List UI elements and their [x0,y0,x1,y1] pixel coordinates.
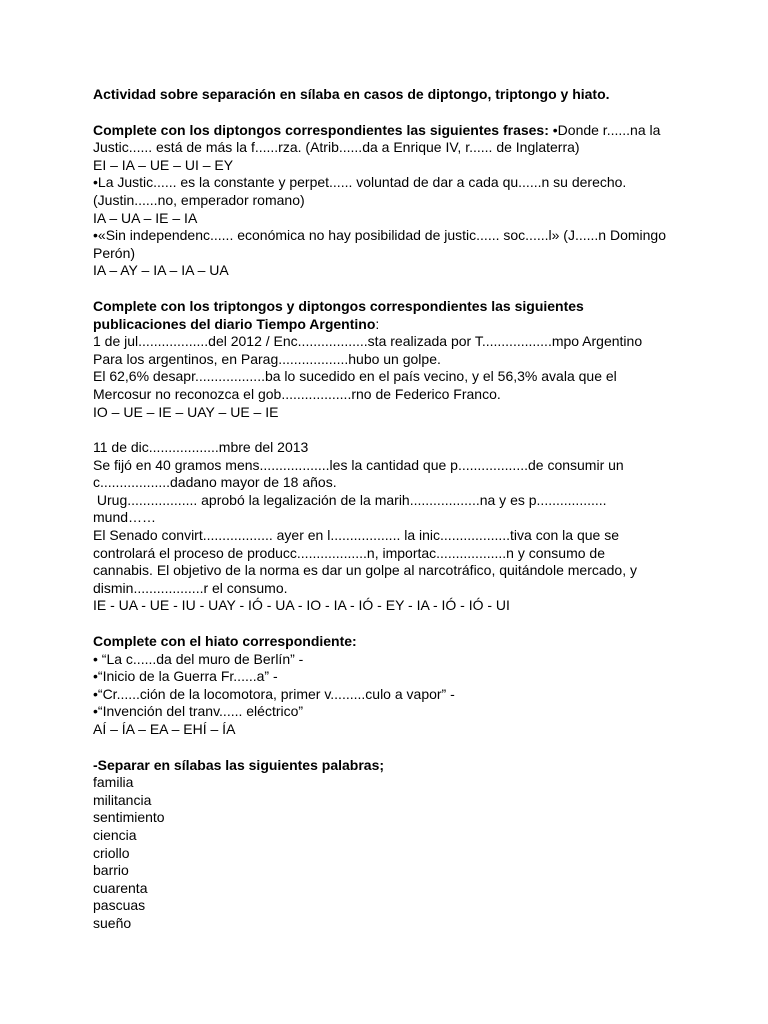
section1-line: •La Justic...... es la constante y perpet...... voluntad de dar a cada qu......n su derecho. [93,174,627,191]
section2b-line: Urug.................. aprobó la legalización de la marih..................na y es p.................. [93,491,607,508]
section2-heading-line2: publicaciones del diario Tiempo Argentino [93,315,376,332]
section2b-line: 11 de dic..................mbre del 2013 [93,439,309,456]
section2-line: Para los argentinos, en Parag..................hubo un golpe. [93,350,441,367]
section3-line: •“Cr......ción de la locomotora, primer v.........culo a vapor” - [93,685,455,702]
section4-heading: -Separar en sílabas las siguientes palabras; [93,756,385,773]
spacer [93,421,683,439]
section3-line: • “La c......da del muro de Berlín” - [93,650,304,667]
word-list-item: cuarenta [93,879,148,896]
section2b-line: El Senado convirt.................. ayer en l.................. la inic..................tiva con la que se [93,527,619,544]
document-page [93,86,683,933]
spacer [93,280,683,298]
section3-line: •“Invención del tranv...... eléctrico” [93,703,304,720]
section1-line: Perón) [93,244,136,261]
section1-line1-rest: •Donde r......na la [548,121,661,138]
section2b-line: mund…… [93,509,157,526]
section3-line: •“Inicio de la Guerra Fr......a” - [93,668,278,685]
section2-heading-colon: : [375,315,380,332]
word-list-item: militancia [93,791,152,808]
word-list-item: sentimiento [93,809,165,826]
word-list-item: criollo [93,844,130,861]
section1-answer-key: IA – UA – IE – IA [93,209,198,226]
section3-heading: Complete con el hiato correspondiente: [93,633,357,650]
section1-line: Justic...... está de más la f......rza. (Atrib......da a Enrique IV, r...... de Inglaterra) [93,139,580,156]
section1-answer-key: IA – AY – IA – IA – UA [93,262,229,279]
spacer [93,104,683,122]
section1-heading: Complete con los diptongos correspondientes las siguientes frases: [93,121,549,138]
word-list-item: pascuas [93,897,146,914]
section2-line: El 62,6% desapr..................ba lo sucedido en el país vecino, y el 56,3% avala que el [93,368,617,385]
section2b-line: c..................dadano mayor de 18 años. [93,474,337,491]
section2b-line: controlará el proceso de producc..................n, importac..................n y consumo de [93,544,606,561]
section2b-answer-key: IE - UA - UE - IU - UAY - IÓ - UA - IO - IA - IÓ - EY - IA - IÓ - IÓ - UI [93,597,510,614]
section2b-line: Se fijó en 40 gramos mens..................les la cantidad que p..................de consumir un [93,456,624,473]
spacer [93,739,683,757]
section1-first-line [93,122,683,140]
section2b-line: cannabis. El objetivo de la norma es dar un golpe al narcotráfico, quitándole mercado, y [93,562,637,579]
word-list-item: barrio [93,862,129,879]
section1-line: (Justin......no, emperador romano) [93,191,305,208]
section2-heading-line2-wrap [93,316,683,334]
section2-line: Mercosur no reconozca el gob..................rno de Federico Franco. [93,385,501,402]
word-list-item: sueño [93,914,132,931]
section1-answer-key: EI – IA – UE – UI – EY [93,156,234,173]
word-list-item: ciencia [93,826,137,843]
spacer [93,615,683,633]
section3-answer-key: AÍ – ÍA – EA – EHÍ – ÍA [93,721,236,737]
section2b-line: dismin..................r el consumo. [93,579,288,596]
word-list-item: familia [93,774,134,791]
activity-title: Actividad sobre separación en sílaba en casos de diptongo, triptongo y hiato. [93,86,610,102]
section2-answer-key: IO – UE – IE – UAY – UE – IE [93,403,279,420]
section1-line: •«Sin independenc...... económica no hay posibilidad de justic...... soc......l» (J......n Domingo [93,227,666,244]
section2-heading-line1: Complete con los triptongos y diptongos correspondientes las siguientes [93,297,584,314]
section2-line: 1 de jul..................del 2012 / Enc..................sta realizada por T..................mpo Argentino [93,333,643,350]
